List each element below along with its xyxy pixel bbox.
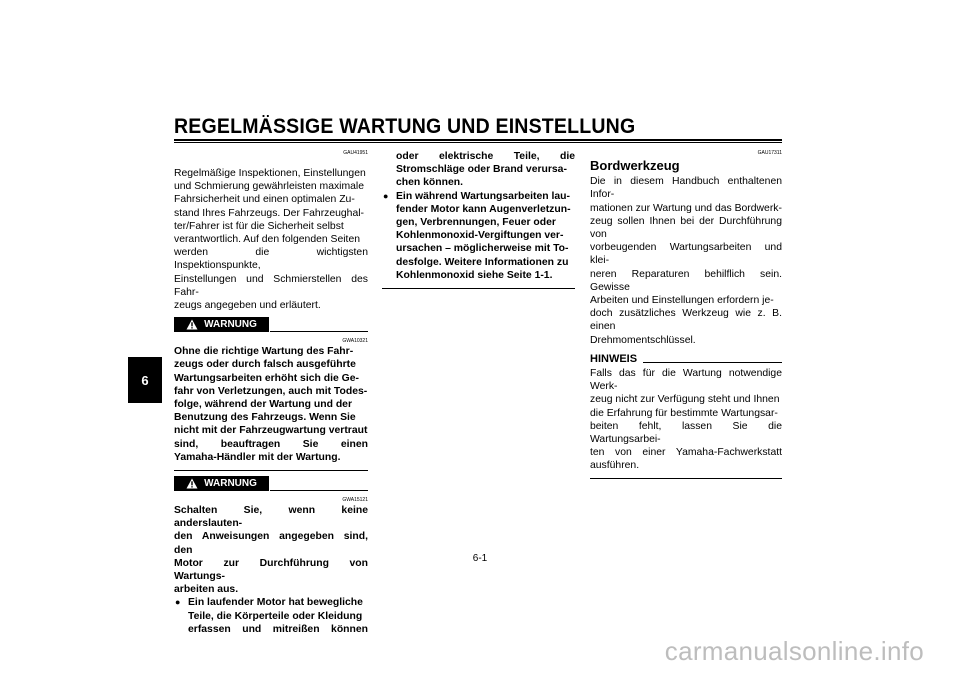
text-line: Die in diesem Handbuch enthaltenen Infor- (590, 176, 782, 201)
column-right (590, 150, 782, 479)
text-line: die Erfahrung für bestimmte Wartungsar- (590, 407, 778, 419)
text-line: den Anweisungen angegeben sind, den (174, 531, 368, 556)
bullet-icon: ● (383, 190, 389, 201)
watermark: carmanualsonline.info (664, 636, 924, 666)
text-line: mationen zur Wartung und das Bordwerk- (590, 202, 782, 214)
text-line: Teile, die Körperteile oder Kleidung (188, 610, 363, 622)
list-item (174, 596, 368, 636)
text-line: folge, während der Wartung und der (174, 399, 352, 411)
note-rule (643, 362, 782, 363)
text-line: stand Ihres Fahrzeugs. Der Fahrzeughal- (174, 207, 365, 219)
warning-rule (270, 490, 368, 491)
text-line: Regelmäßige Inspektionen, Einstellungen (174, 168, 366, 179)
text-line: Stromschläge oder Brand verursa- (396, 164, 567, 176)
text-line: Arbeiten und Einstellungen erfordern je- (590, 295, 774, 307)
warning-triangle-icon (186, 478, 198, 489)
note-header (590, 353, 782, 366)
text-line: neren Reparaturen behilflich sein. Gewisse (590, 268, 782, 293)
text-line: Ein während Wartungsarbeiten lau- (396, 190, 570, 202)
text-line: gen, Verbrennungen, Feuer oder (396, 217, 556, 229)
text-line: nicht mit der Fahrzeugwartung vertraut (174, 425, 368, 437)
warning-code: GWA15121 (342, 497, 368, 504)
warning-label: WARNUNG (204, 319, 257, 331)
warning-badge (174, 317, 269, 332)
warning-code: GWA10321 (342, 338, 368, 345)
text-line: fender Motor kann Augenverletzun- (396, 203, 571, 215)
note-end-rule (590, 478, 782, 479)
section-code: GAU41951 (343, 150, 368, 156)
warning-triangle-icon (186, 319, 198, 330)
text-line: doch zusätzliches Werkzeug wie z. B. einen (590, 308, 782, 333)
text-line-last: chen können. (396, 177, 463, 189)
chapter-tab: 6 (128, 357, 162, 403)
text-line: zeug nicht zur Verfügung steht und Ihnen (590, 394, 780, 406)
text-line: Kohlenmonoxid-Vergiftungen ver- (396, 230, 564, 242)
text-line: erfassen und mitreißen können (188, 623, 368, 635)
text-line-last: Yamaha-Händler mit der Wartung. (174, 451, 341, 463)
text-line: Ein laufender Motor hat bewegliche (188, 597, 363, 609)
warning-header-2 (174, 476, 368, 504)
text-line: Motor zur Durchführung von Wartungs- (174, 557, 368, 583)
text-line: vorbeugenden Wartungsarbeiten und klei- (590, 242, 782, 267)
column-middle (382, 150, 575, 293)
warning-text-1 (174, 345, 368, 464)
warning-text-2 (174, 504, 368, 636)
text-line: zeugs oder durch falsch ausgeführte (174, 359, 356, 371)
warning-text-continued (382, 150, 575, 190)
page-title: REGELMÄSSIGE WARTUNG UND EINSTELLUNG (174, 115, 636, 138)
text-line: Benutzung des Fahrzeugs. Wenn Sie (174, 412, 356, 424)
text-line: sind, beauftragen Sie einen (174, 438, 368, 450)
text-line: Ohne die richtige Wartung des Fahr- (174, 346, 354, 358)
text-line: Fahrsicherheit und einen optimalen Zu- (174, 194, 355, 206)
section-code: GAU17311 (757, 150, 782, 156)
warning-badge (174, 476, 269, 491)
page-number: 6-1 (472, 553, 488, 564)
text-line: werden die wichtigsten Inspektionspunkte, (174, 247, 368, 272)
text-line: Falls das für die Wartung notwendige Werk- (590, 368, 782, 393)
text-line: ten von einer Yamaha-Fachwerkstatt (590, 447, 782, 459)
text-line: fahr von Verletzungen, auch mit Todes- (174, 385, 368, 397)
list-item (382, 190, 575, 282)
text-line: Einstellungen und Schmierstellen des Fahr- (174, 273, 368, 298)
title-rule (174, 139, 782, 143)
note-label: HINWEIS (590, 352, 638, 365)
text-line: oder elektrische Teile, die (396, 151, 575, 162)
text-line: verantwortlich. Auf den folgenden Seiten (174, 234, 361, 246)
note-text (590, 367, 782, 473)
text-line: desfolge. Weitere Informationen zu (396, 256, 569, 268)
text-line: Wartungsarbeiten erhöht sich die Ge- (174, 372, 359, 384)
warning-header-1 (174, 317, 368, 345)
warning-end-rule (174, 470, 368, 471)
section-heading: Bordwerkzeug (590, 158, 680, 173)
text-line: und Schmierung gewährleisten maximale (174, 181, 365, 193)
warning-label: WARNUNG (204, 477, 257, 489)
text-line: ursachen – möglicherweise mit To- (396, 243, 569, 255)
text-line-last: arbeiten aus. (174, 584, 239, 596)
bullet-icon: ● (175, 597, 181, 608)
text-line-last: ausführen. (590, 460, 640, 472)
intro-paragraph (174, 167, 368, 312)
text-line: zeug sollen Ihnen bei der Durchführung von (590, 215, 782, 241)
text-line: ter/Fahrer ist für die Sicherheit selbst (174, 220, 344, 232)
text-line-last: Kohlenmonoxid siehe Seite 1-1. (396, 269, 553, 281)
text-line-last: zeugs angegeben und erläutert. (174, 300, 321, 312)
text-line: beiten fehlt, lassen Sie die Wartungsarbei- (590, 420, 782, 446)
text-line-last: Drehmomentschlüssel. (590, 334, 696, 346)
text-line: Schalten Sie, wenn keine anderslauten- (174, 505, 368, 530)
warning-end-rule (382, 288, 575, 289)
warning-rule (270, 331, 368, 332)
tools-paragraph (590, 175, 782, 347)
